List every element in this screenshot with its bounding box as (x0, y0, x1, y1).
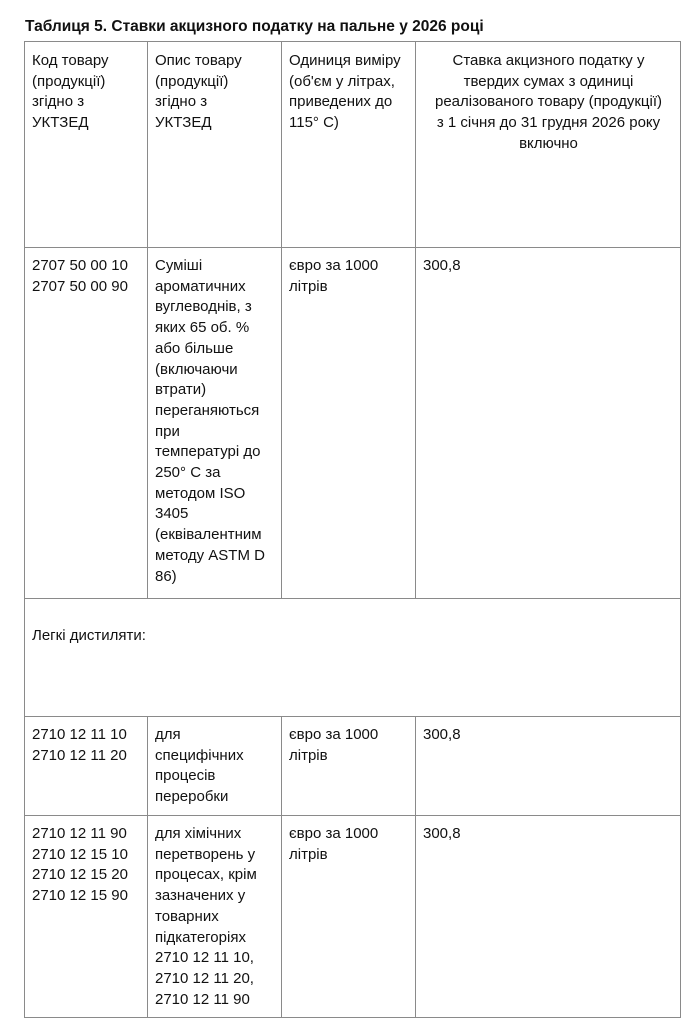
table-header-row (25, 42, 681, 248)
table-group-row (25, 599, 681, 717)
table-row (25, 816, 681, 1018)
cell-rate: 300,8 (416, 717, 681, 816)
header-rate: Ставка акцизного податку у твердих сумах з одиниці реалізованого товару (продукції) з 1 січня до 31 грудня 2026 року включно (416, 42, 681, 248)
cell-description: для хімічних перетворень у процесах, крім зазначених у товарних підкатегоріях 2710 12 11 10, 2710 12 11 20, 2710 12 11 90 (148, 816, 282, 1018)
cell-code: 2710 12 11 10 2710 12 11 20 (25, 717, 148, 816)
cell-rate: 300,8 (416, 816, 681, 1018)
header-description: Опис товару (продукції) згідно з УКТЗЕД (148, 42, 282, 248)
group-label: Легкі дистиляти: (25, 599, 681, 717)
cell-unit: євро за 1000 літрів (282, 816, 416, 1018)
cell-description: Суміші ароматичних вуглеводнів, з яких 65 об. % або більше (включаючи втрати) переганяються при температурі до 250° С за методом ISO 3405 (еквівалентним методу ASTM D 86) (148, 248, 282, 599)
table-row (25, 717, 681, 816)
cell-unit: євро за 1000 літрів (282, 717, 416, 816)
cell-rate: 300,8 (416, 248, 681, 599)
table-title: Таблиця 5. Ставки акцизного податку на пальне у 2026 році (25, 18, 484, 35)
excise-rates-table (24, 41, 681, 1018)
cell-description: для специфічних процесів переробки (148, 717, 282, 816)
cell-code: 2707 50 00 10 2707 50 00 90 (25, 248, 148, 599)
header-unit: Одиниця виміру (об'єм у літрах, приведених до 115° С) (282, 42, 416, 248)
cell-code: 2710 12 11 90 2710 12 15 10 2710 12 15 20 2710 12 15 90 (25, 816, 148, 1018)
table-row (25, 248, 681, 599)
cell-unit: євро за 1000 літрів (282, 248, 416, 599)
header-code: Код товару (продукції) згідно з УКТЗЕД (25, 42, 148, 248)
